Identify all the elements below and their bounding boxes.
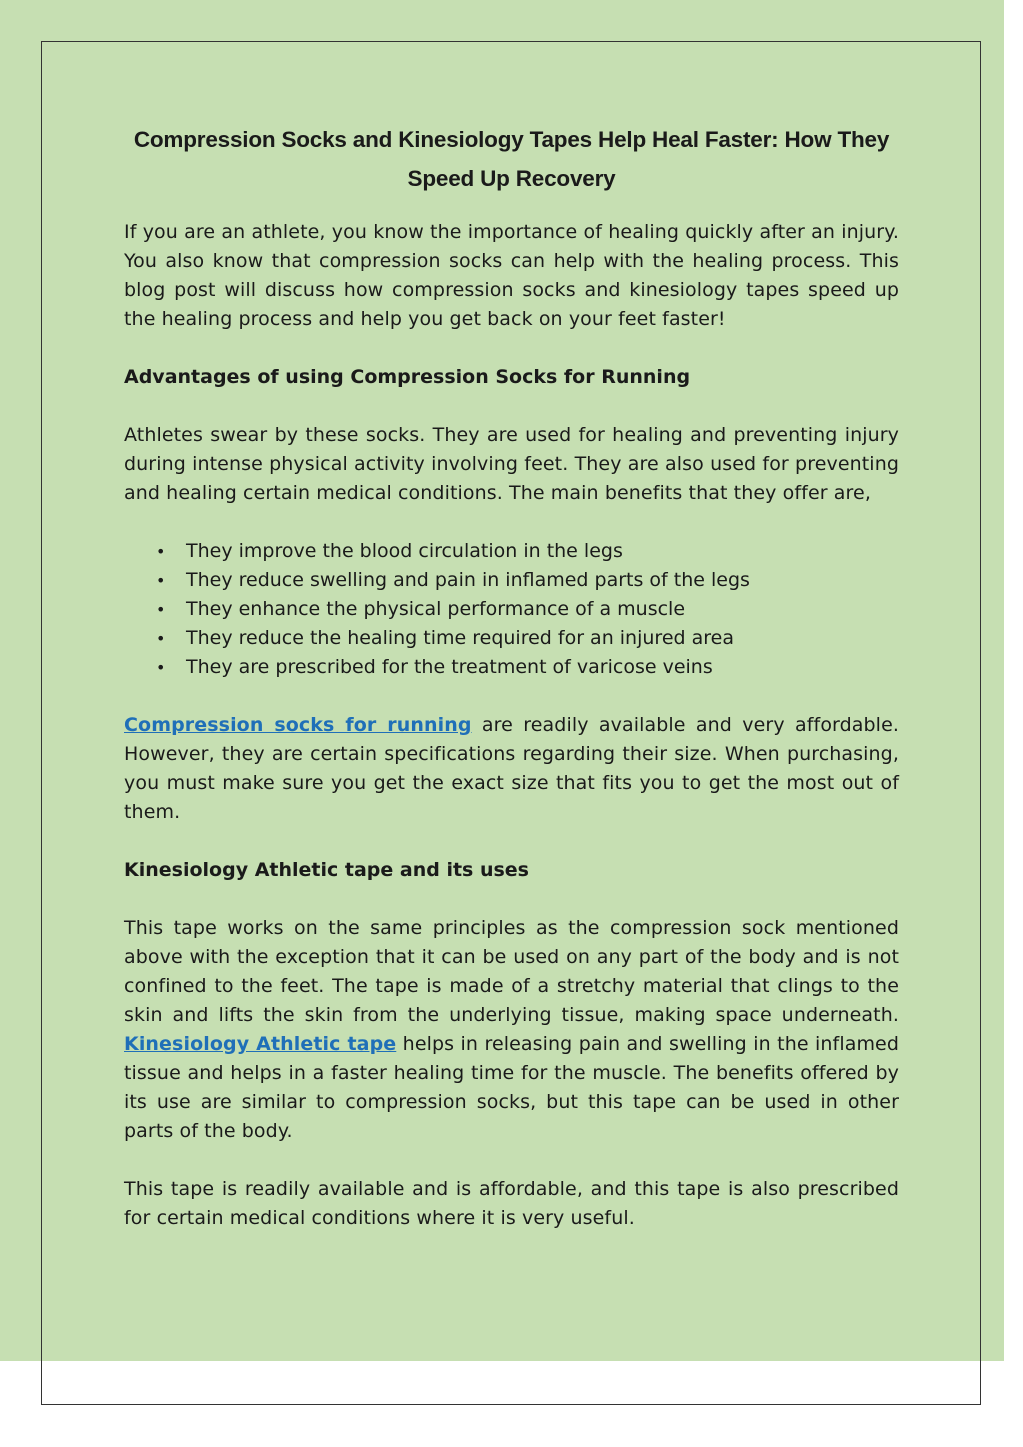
closing-paragraph: This tape is readily available and is affordable, and this tape is also prescribed for certain medical conditions where it is very useful. [124, 1178, 899, 1229]
link-paragraph-text: are readily available and very affordable. However, they are certain specifications regarding their size. When purchasing, you must make sure you get the exact size that fits you to get the most out of them. [124, 714, 899, 823]
section-heading-kinesiology-tape: Kinesiology Athletic tape and its uses [124, 859, 529, 881]
list-item: • They improve the blood circulation in the legs [186, 537, 899, 566]
compression-socks-link[interactable]: Compression socks for running [124, 714, 472, 736]
kinesiology-text-before: This tape works on the same principles as the compression sock mentioned above with the exception that it can be used on any part of the body and is not confined to the feet. The tape is made of a stretchy material that clings to the skin and lifts the skin from the underlying tissue, making space underneath. [124, 917, 899, 1026]
benefits-list [124, 537, 899, 682]
list-item: • They are prescribed for the treatment of varicose veins [186, 653, 899, 682]
compression-socks-link-paragraph [124, 711, 899, 827]
kinesiology-text-after: helps in releasing pain and swelling in the inflamed tissue and helps in a faster healing time for the muscle. The benefits offered by its use are similar to compression socks, but this tape can be used in other parts of the body. [124, 1033, 900, 1142]
section-heading-compression-socks: Advantages of using Compression Socks for Running [124, 366, 691, 388]
list-item: • They reduce the healing time required for an injured area [186, 624, 899, 653]
kinesiology-tape-paragraph [124, 914, 899, 1146]
list-item: • They enhance the physical performance of a muscle [186, 595, 899, 624]
kinesiology-tape-link[interactable]: Kinesiology Athletic tape [124, 1033, 397, 1055]
article-body [124, 120, 899, 1262]
compression-socks-paragraph: Athletes swear by these socks. They are used for healing and preventing injury during intense physical activity involving feet. They are also used for preventing and healing certain medical conditions. The main benefits that they offer are, [124, 424, 899, 504]
intro-paragraph: If you are an athlete, you know the importance of healing quickly after an injury. You also know that compression socks can help with the healing process. This blog post will discuss how compression socks and kinesiology tapes speed up the healing process and help you get back on your feet faster! [124, 221, 899, 330]
article-title: Compression Socks and Kinesiology Tapes Help Heal Faster: How They Speed Up Recovery [133, 127, 890, 191]
list-item: • They reduce swelling and pain in inflamed parts of the legs [186, 566, 899, 595]
